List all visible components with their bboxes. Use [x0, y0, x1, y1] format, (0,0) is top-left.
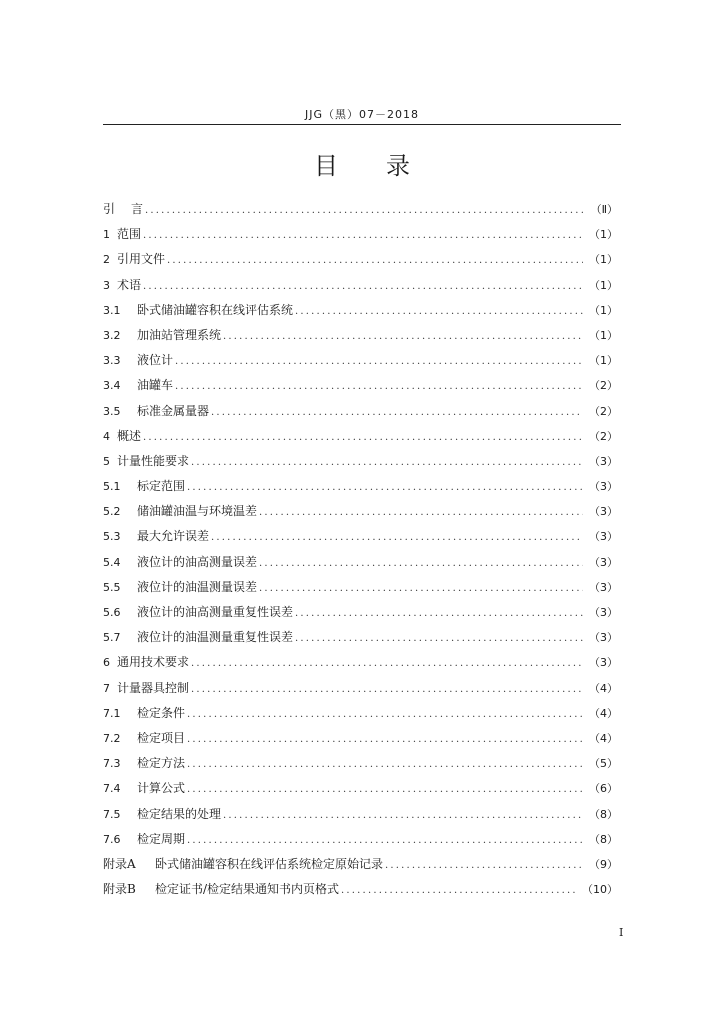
toc-entry-page: （3） [589, 656, 618, 670]
toc-entry-number: 3.5 [103, 404, 121, 418]
toc-entry-title: 最大允许误差 [137, 529, 210, 544]
toc-entry-title: 计算公式 [137, 781, 186, 796]
toc-entry-page: （1） [589, 354, 618, 368]
toc-entry[interactable] [103, 877, 618, 902]
toc-entry-number: 1 [103, 228, 110, 242]
toc-entry-number: 3 [103, 278, 110, 292]
toc-entry[interactable] [103, 373, 618, 398]
toc-entry-title: 液位计的油高测量重复性误差 [137, 605, 294, 619]
toc-dot-leader [295, 626, 583, 651]
toc-dot-leader [187, 727, 583, 752]
toc-dot-leader [259, 576, 583, 601]
toc-entry-number: 5.1 [103, 480, 121, 494]
toc-entry-number: 5.5 [103, 580, 121, 594]
toc-entry[interactable] [103, 776, 618, 801]
toc-dot-leader [143, 425, 583, 450]
toc-entry-page: （2） [589, 379, 618, 393]
toc-entry[interactable] [103, 449, 618, 474]
toc-entry[interactable] [103, 676, 618, 701]
toc-entry-page: （4） [589, 706, 618, 720]
toc-dot-leader [211, 525, 583, 550]
toc-entry-title: 油罐车 [137, 378, 174, 393]
toc-dot-leader [385, 853, 583, 878]
toc-entry-title: 言 [131, 202, 144, 216]
toc-dot-leader [187, 777, 583, 802]
header-rule [103, 124, 621, 125]
toc-entry-title: 通用技术要求 [117, 655, 190, 670]
toc-dot-leader [191, 651, 583, 676]
toc-entry-number: 7.3 [103, 757, 121, 771]
toc-entry-page: （10） [582, 883, 618, 897]
toc-entry-number: 7.6 [103, 832, 121, 846]
toc-entry[interactable] [103, 650, 618, 675]
page-title: 目录 [314, 152, 458, 180]
toc-entry-page: （8） [589, 832, 618, 846]
toc-entry-page: （3） [589, 555, 618, 569]
toc-entry[interactable] [103, 273, 618, 298]
toc-entry[interactable] [103, 726, 618, 751]
toc-entry-title: 储油罐油温与环境温差 [137, 504, 258, 519]
toc-entry[interactable] [103, 575, 618, 600]
toc-entry-title: 标定范围 [137, 479, 186, 494]
toc-dot-leader [223, 324, 583, 349]
toc-dot-leader [211, 400, 583, 425]
toc-entry-title: 检定方法 [137, 756, 186, 771]
toc-dot-leader [341, 878, 576, 903]
toc-entry-number: 7.1 [103, 706, 121, 720]
toc-entry[interactable] [103, 550, 618, 575]
toc-entry[interactable] [103, 399, 618, 424]
toc-entry-title: 检定条件 [137, 705, 186, 720]
toc-dot-leader [187, 475, 583, 500]
toc-entry-page: （3） [589, 454, 618, 468]
toc-entry[interactable] [103, 524, 618, 549]
toc-dot-leader [187, 828, 583, 853]
toc-entry-number: 3.3 [103, 354, 121, 368]
toc-entry-title: 计量性能要求 [117, 453, 190, 468]
toc-entry[interactable] [103, 424, 618, 449]
toc-dot-leader [143, 223, 583, 248]
toc-entry[interactable] [103, 197, 618, 222]
toc-entry[interactable] [103, 701, 618, 726]
toc-entry-title: 术语 [117, 277, 142, 292]
toc-entry-number: 引 [103, 202, 116, 216]
toc-entry-number: 附录A [103, 856, 136, 871]
toc-entry-page: （1） [589, 228, 618, 242]
toc-dot-leader [259, 551, 583, 576]
toc-dot-leader [187, 752, 583, 777]
standard-code: JJG（黑）07－2018 [304, 108, 419, 121]
toc-entry-page: （8） [589, 807, 618, 821]
toc-entry-title: 液位计的油温测量重复性误差 [137, 630, 294, 645]
toc-entry[interactable] [103, 600, 618, 625]
toc-entry-title: 范围 [117, 227, 142, 242]
toc-entry-number: 7.4 [103, 782, 121, 796]
toc-entry-number: 7.2 [103, 731, 121, 745]
toc-entry[interactable] [103, 298, 618, 323]
toc-entry-page: （Ⅱ） [590, 203, 618, 216]
toc-entry-page: （1） [589, 303, 618, 317]
toc-entry-number: 3.2 [103, 328, 121, 342]
toc-entry-number: 7 [103, 681, 110, 695]
toc-entry-number: 5 [103, 454, 110, 468]
toc-entry[interactable] [103, 751, 618, 776]
toc-dot-leader [295, 299, 583, 324]
toc-entry-title: 计量器具控制 [117, 680, 190, 695]
toc-entry-number: 5.7 [103, 631, 121, 645]
toc-entry-page: （6） [589, 782, 618, 796]
toc-entry-page: （2） [589, 429, 618, 443]
toc-entry[interactable] [103, 827, 618, 852]
toc-entry-title: 检定结果的处理 [137, 806, 222, 821]
toc-entry-title: 卧式储油罐容积在线评估系统检定原始记录 [155, 856, 384, 871]
toc-entry-page: （1） [589, 278, 618, 292]
toc-entry[interactable] [103, 625, 618, 650]
toc-entry-title: 液位计的油温测量误差 [137, 579, 258, 594]
toc-entry-page: （3） [589, 631, 618, 645]
toc-entry-number: 5.2 [103, 505, 121, 519]
toc-entry[interactable] [103, 247, 618, 272]
toc-entry[interactable] [103, 323, 618, 348]
toc-entry-number: 7.5 [103, 807, 121, 821]
toc-entry-title: 加油站管理系统 [137, 327, 222, 342]
toc-entry-number: 5.3 [103, 530, 121, 544]
toc-entry-page: （2） [589, 404, 618, 418]
toc-dot-leader [187, 702, 583, 727]
toc-dot-leader [259, 500, 583, 525]
toc-entry-page: （4） [589, 681, 618, 695]
toc-entry-page: （1） [589, 328, 618, 342]
toc-entry-number: 4 [103, 429, 110, 443]
toc-entry-page: （3） [589, 606, 618, 619]
toc-entry[interactable] [103, 802, 618, 827]
toc-entry-number: 附录B [103, 882, 136, 897]
toc-entry-number: 3.4 [103, 379, 121, 393]
toc-dot-leader [191, 450, 583, 475]
toc-entry[interactable] [103, 474, 618, 499]
toc-entry-title: 检定项目 [137, 730, 186, 745]
toc-entry[interactable] [103, 852, 618, 877]
toc-entry-title: 液位计 [137, 353, 174, 368]
toc-dot-leader [145, 198, 585, 223]
toc-entry-number: 6 [103, 656, 110, 670]
toc-entry-title: 引用文件 [117, 252, 166, 267]
toc-entry-title: 检定周期 [137, 831, 186, 846]
toc-entry-page: （4） [589, 731, 618, 745]
toc-dot-leader [191, 677, 583, 702]
toc-dot-leader [175, 349, 583, 374]
toc-entry-title: 检定证书/检定结果通知书内页格式 [155, 882, 340, 897]
toc-dot-leader [223, 803, 583, 828]
toc-entry-number: 2 [103, 253, 110, 267]
page-folio: I [619, 926, 624, 939]
toc-entry-title: 标准金属量器 [137, 403, 210, 418]
toc-entry-number: 5.4 [103, 555, 121, 569]
toc-entry-title: 液位计的油高测量误差 [137, 554, 258, 569]
toc-entry-page: （9） [589, 857, 618, 871]
table-of-contents [103, 197, 618, 902]
toc-entry-title: 概述 [117, 428, 142, 443]
toc-entry[interactable] [103, 499, 618, 524]
toc-entry-number: 5.6 [103, 606, 121, 619]
toc-dot-leader [167, 248, 583, 273]
toc-entry-page: （1） [589, 253, 618, 267]
toc-entry-page: （3） [589, 505, 618, 519]
toc-entry-number: 3.1 [103, 303, 121, 317]
toc-entry-page: （5） [589, 757, 618, 771]
toc-entry[interactable] [103, 222, 618, 247]
toc-dot-leader [175, 374, 583, 399]
toc-entry[interactable] [103, 348, 618, 373]
toc-entry-page: （3） [589, 580, 618, 594]
toc-dot-leader [143, 274, 583, 299]
toc-entry-page: （3） [589, 480, 618, 494]
toc-dot-leader [295, 601, 583, 626]
toc-entry-page: （3） [589, 530, 618, 544]
toc-entry-title: 卧式储油罐容积在线评估系统 [137, 302, 294, 317]
